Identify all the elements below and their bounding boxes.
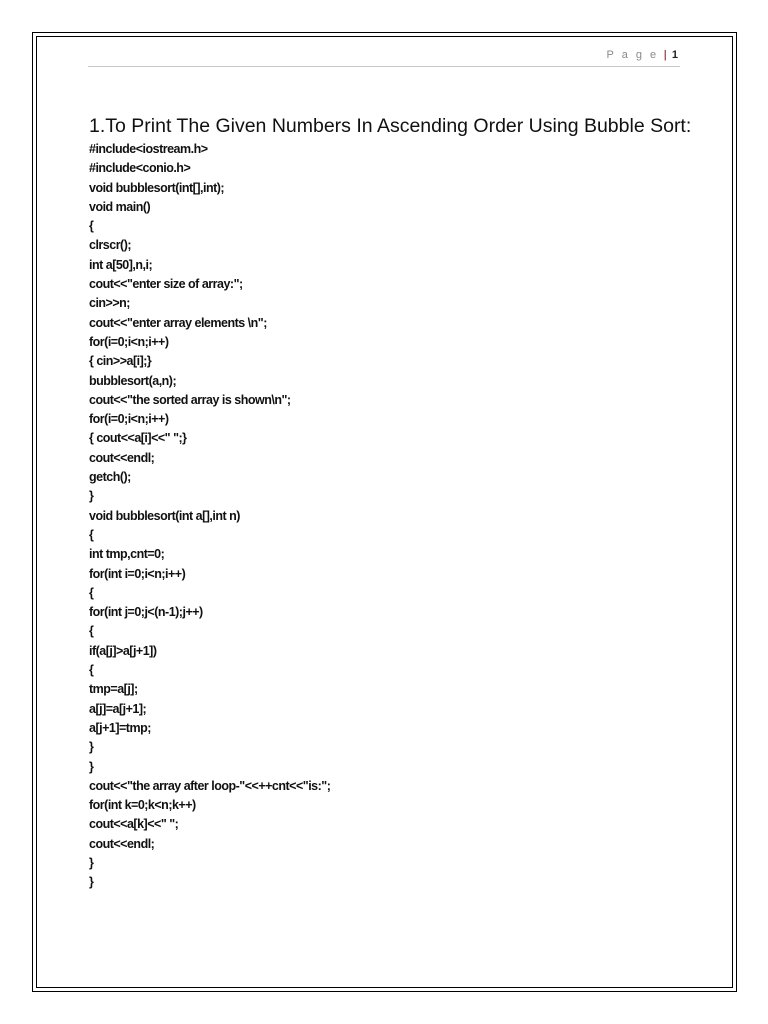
code-line: #include<iostream.h>: [89, 142, 208, 156]
code-line: a[j]=a[j+1];: [89, 701, 147, 716]
code-line: { cout<<a[i]<<" ";}: [89, 431, 187, 446]
code-line: }: [89, 489, 94, 504]
code-line: bubblesort(a,n);: [89, 373, 177, 388]
page-word: P a g e: [606, 49, 659, 61]
code-line: if(a[j]>a[j+1]): [89, 643, 157, 658]
code-line: {: [89, 527, 94, 542]
code-line: cout<<endl;: [89, 836, 155, 851]
code-line: { cin>>a[i];}: [89, 354, 152, 369]
page-header: [88, 46, 680, 67]
code-line: tmp=a[j];: [89, 682, 138, 697]
code-line: void bubblesort(int[],int);: [89, 180, 225, 195]
page-number-label: [607, 48, 679, 62]
code-line: a[j+1]=tmp;: [89, 720, 151, 735]
code-line: for(i=0;i<n;i++): [89, 334, 169, 349]
code-line: cout<<a[k]<<" ";: [89, 817, 179, 832]
code-line: cout<<"the sorted array is shown\n";: [89, 392, 291, 407]
code-line: for(int j=0;j<(n-1);j++): [89, 605, 203, 620]
code-line: for(int k=0;k<n;k++): [89, 798, 196, 813]
code-line: }: [89, 875, 94, 890]
code-line: {: [89, 663, 94, 678]
code-line: {: [89, 585, 94, 600]
code-line: cin>>n;: [89, 296, 130, 311]
code-line: #include<conio.h>: [89, 161, 191, 176]
code-line: {: [89, 624, 94, 639]
code-line: cout<<"the array after loop-"<<++cnt<<"is:";: [89, 778, 331, 793]
page-separator: |: [663, 49, 667, 61]
code-line: }: [89, 855, 94, 870]
code-line: cout<<endl;: [89, 450, 155, 465]
code-line: for(int i=0;i<n;i++): [89, 566, 186, 581]
code-line: int tmp,cnt=0;: [89, 547, 165, 562]
section-title: 1.To Print The Given Numbers In Ascending Order Using Bubble Sort:: [89, 115, 692, 137]
code-line: }: [89, 740, 94, 755]
code-listing: [89, 140, 330, 893]
code-line: for(i=0;i<n;i++): [89, 412, 169, 427]
code-line: getch();: [89, 470, 131, 485]
code-line: int a[50],n,i;: [89, 257, 153, 272]
code-line: clrscr();: [89, 238, 132, 253]
code-line: void bubblesort(int a[],int n): [89, 508, 240, 523]
code-line: cout<<"enter array elements \n";: [89, 315, 267, 330]
page-number: 1: [671, 49, 678, 61]
code-line: {: [89, 219, 94, 234]
code-line: cout<<"enter size of array:";: [89, 277, 243, 292]
code-line: }: [89, 759, 94, 774]
code-line: void main(): [89, 199, 151, 214]
